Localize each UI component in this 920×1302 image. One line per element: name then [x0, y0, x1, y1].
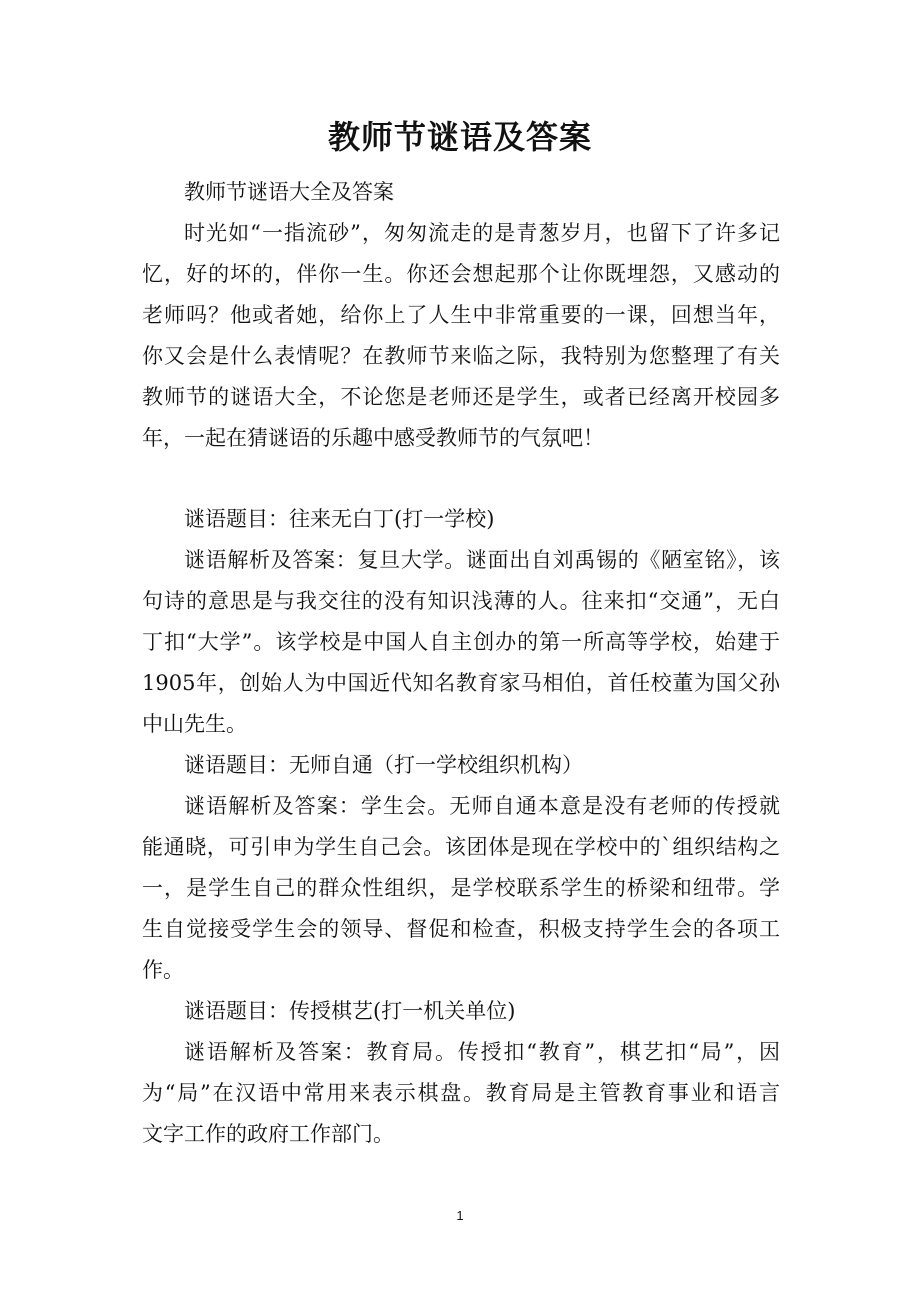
intro-line: 忆，好的坏的，伴你一生。你还会想起那个让你既埋怨，又感动的: [142, 262, 780, 286]
intro-line: 年，一起在猜谜语的乐趣中感受教师节的气氛吧！: [142, 426, 604, 450]
riddle-answer-line: 谜语解析及答案：学生会。无师自通本意是没有老师的传授就: [184, 794, 780, 818]
riddle-answer-line: 作。: [142, 958, 184, 982]
riddle-answer-line: 中山先生。: [142, 712, 247, 736]
document-body: [142, 172, 780, 1155]
riddle-answer-line: 为“局”在汉语中常用来表示棋盘。教育局是主管教育事业和语言: [142, 1081, 780, 1105]
blank-line: [142, 459, 780, 499]
intro-line: 老师吗？他或者她，给你上了人生中非常重要的一课，回想当年，: [142, 303, 780, 327]
riddle-answer-line: 生自觉接受学生会的领导、督促和检查，积极支持学生会的各项工: [142, 917, 780, 941]
intro-line: 时光如“一指流砂”，匆匆流走的是青葱岁月，也留下了许多记: [184, 221, 780, 245]
riddle-answer-line: 谜语解析及答案：复旦大学。谜面出自刘禹锡的《陋室铭》，该: [184, 548, 780, 572]
riddle-answer-line: 句诗的意思是与我交往的没有知识浅薄的人。往来扣“交通”，无白: [142, 589, 780, 613]
riddle-question: 谜语题目：传授棋艺(打一机关单位): [184, 999, 516, 1023]
riddle-question: 谜语题目：无师自通（打一学校组织机构）: [184, 753, 583, 777]
subtitle: 教师节谜语大全及答案: [184, 180, 394, 204]
intro-line: 教师节的谜语大全，不论您是老师还是学生，或者已经离开校园多: [142, 385, 780, 409]
document-title: 教师节谜语及答案: [327, 118, 592, 156]
intro-line: 你又会是什么表情呢？在教师节来临之际，我特别为您整理了有关: [142, 344, 780, 368]
riddle-answer-line: 谜语解析及答案：教育局。传授扣“教育”，棋艺扣“局”，因: [184, 1040, 780, 1064]
riddle-answer-line: 一，是学生自己的群众性组织，是学校联系学生的桥梁和纽带。学: [142, 876, 780, 900]
riddle-answer-line: 能通晓，可引申为学生自己会。该团体是现在学校中的`组织结构之: [142, 835, 780, 859]
riddle-answer-line: 丁扣“大学”。该学校是中国人自主创办的第一所高等学校，始建于: [142, 630, 780, 654]
riddle-answer-line: 文字工作的政府工作部门。: [142, 1122, 394, 1146]
page-number: 1: [456, 1208, 464, 1223]
riddle-question: 谜语题目：往来无白丁(打一学校): [184, 507, 495, 531]
riddle-answer-line: 1905年，创始人为中国近代知名教育家马相伯，首任校董为国父孙: [142, 671, 780, 695]
